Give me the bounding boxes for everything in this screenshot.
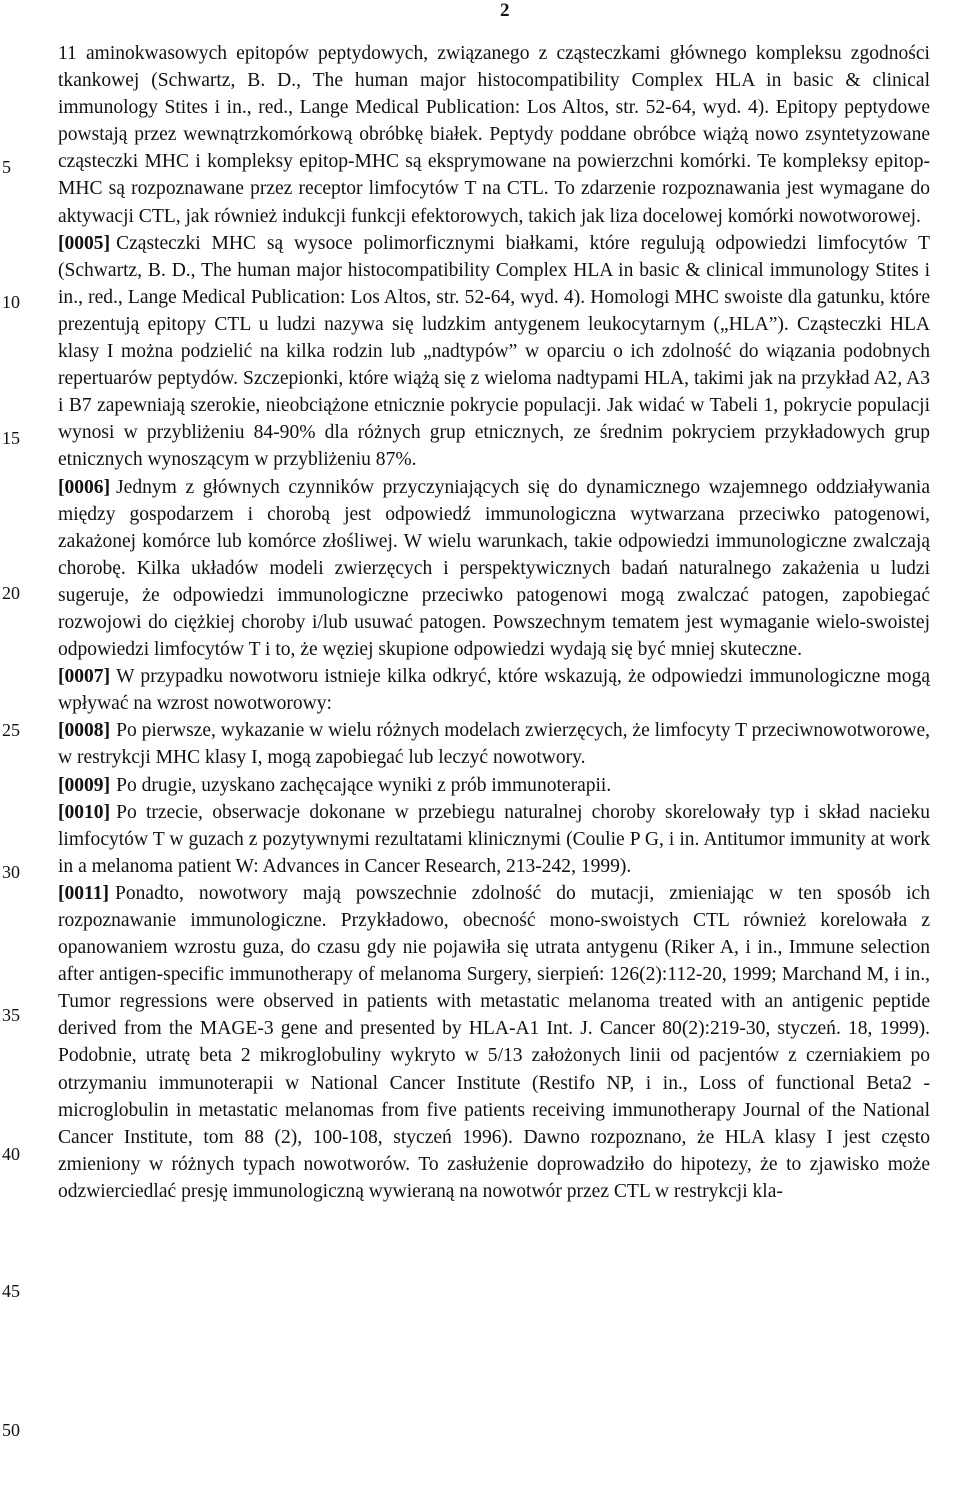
paragraph-number: [0005] bbox=[58, 232, 111, 254]
line-number: 50 bbox=[2, 1420, 20, 1440]
paragraph-0010 bbox=[58, 799, 930, 880]
paragraph-text: Po trzecie, obserwacje dokonane w przebiegu naturalnej choroby skorelowały typ i skład nacieku limfocytów T w guzach z pozytywnymi rezultatami klinicznymi (Coulie P G, i in. Antitumor immunity at work in a melanoma patient W: Advances in Cancer Research, 213-242, 1999). bbox=[58, 801, 930, 877]
paragraph-0009 bbox=[58, 772, 930, 799]
paragraph-0008 bbox=[58, 717, 930, 771]
line-number: 45 bbox=[2, 1281, 20, 1301]
page-number: 2 bbox=[500, 0, 510, 21]
paragraph-0011 bbox=[58, 880, 930, 1205]
line-number: 25 bbox=[2, 720, 20, 740]
paragraph-text: Po pierwsze, wykazanie w wielu różnych modelach zwierzęcych, że limfocyty T przeciwnowotworowe, w restrykcji MHC klasy I, mogą zapobiegać lub leczyć nowotwory. bbox=[58, 720, 930, 769]
paragraph-continued bbox=[58, 40, 930, 230]
paragraph-text: Ponadto, nowotwory mają powszechnie zdolność do mutacji, zmieniając w ten sposób ich rozpoznawanie immunologiczne. Przykładowo, obecność mono-swoistych CTL również korelowała z opanowaniem wzrostu guza, do czasu gdy nie pojawiła się utrata antygenu (Riker A, i in., Immune selection after antigen-specific immunotherapy of melanoma Surgery, sierpień: 126(2):112-20, 1999; Marchand M, i in., Tumor regressions were observed in patients with metastatic melanoma treated with an antigenic peptide derived from the MAGE-3 gene and presented by HLA-A1 Int. J. Cancer 80(2):219-30, styczeń. 18, 1999). Podobnie, utratę beta 2 mikroglobuliny wykryto w 5/13 założonych linii od pacjentów z czerniakiem po otrzymaniu immunoterapii w National Cancer Institute (Restifo NP, i in., Loss of functional Beta2 - microglobulin in metastatic melanomas from five patients receiving immunotherapy Journal of the National Cancer Institute, tom 88 (2), 100-108, styczeń 1996). Dawno rozpoznano, że HLA klasy I jest często zmieniony w różnych typach nowotworów. To zasłużenie doprowadziło do hipotezy, że to zjawisko może odzwierciedlać presję immunologiczną wywieraną na nowotwór przez CTL w restrykcji kla- bbox=[58, 882, 930, 1202]
line-number: 20 bbox=[2, 583, 20, 603]
paragraph-number: [0007] bbox=[58, 666, 111, 688]
paragraph-text: Po drugie, uzyskano zachęcające wyniki z prób immunoterapii. bbox=[116, 774, 612, 796]
line-number: 10 bbox=[2, 292, 20, 312]
document-body bbox=[58, 40, 930, 1205]
paragraph-number: [0006] bbox=[58, 476, 111, 498]
paragraph-number: [0010] bbox=[58, 801, 111, 823]
paragraph-text: Cząsteczki MHC są wysoce polimorficznymi białkami, które regulują odpowiedzi limfocytów T (Schwartz, B. D., The human major histocompatibility Complex HLA in basic & clinical immunology Stites i in., red., Lange Medical Publication: Los Altos, str. 52-64, wyd. 4). Homologi MHC swoiste dla gatunku, które prezentują epitopy CTL u ludzi nazywa się ludzkim antygenem leukocytarnym („HLA”). Cząsteczki HLA klasy I można podzielić na kilka rodzin lub „nadtypów” w oparciu o ich zdolność do wiązania podobnych repertuarów peptydów. Szczepionki, które wiążą się z wieloma nadtypami HLA, takimi jak na przykład A2, A3 i B7 zapewniają szerokie, nieobciążone etnicznie pokrycie populacji. Jak widać w Tabeli 1, pokrycie populacji wynosi w przybliżeniu 84-90% dla różnych grup etnicznych, ze średnim pokryciem przykładowych grup etnicznych wynoszącym w przybliżeniu 87%. bbox=[58, 232, 930, 471]
line-number: 30 bbox=[2, 862, 20, 882]
paragraph-text: Jednym z głównych czynników przyczyniających się do dynamicznego wzajemnego oddziaływania między gospodarzem i chorobą jest odpowiedź immunologiczna wytwarzana przeciwko patogenowi, zakażonej komórce lub komórce złośliwej. W wielu warunkach, takie odpowiedzi immunologiczne zwalczają chorobę. Kilka układów modeli zwierzęcych i perspektywicznych badań naturalnego zakażenia u ludzi sugeruje, że odpowiedzi immunologiczne przeciwko patogenowi mogą zwalczać patogen, zapobiegać rozwojowi do ciężkiej choroby i/lub usuwać patogen. Powszechnym tematem jest wymaganie wielo-swoistej odpowiedzi limfocytów T i to, że węziej skupione odpowiedzi wydają się być mniej skuteczne. bbox=[58, 476, 930, 661]
paragraph-0005 bbox=[58, 230, 930, 474]
paragraph-0007 bbox=[58, 663, 930, 717]
paragraph-text: W przypadku nowotworu istnieje kilka odkryć, które wskazują, że odpowiedzi immunologiczne mogą wpływać na wzrost nowotworowy: bbox=[58, 666, 930, 715]
line-number: 35 bbox=[2, 1005, 20, 1025]
paragraph-number: [0008] bbox=[58, 720, 111, 742]
paragraph-text: 11 aminokwasowych epitopów peptydowych, związanego z cząsteczkami głównego kompleksu zgodności tkankowej (Schwartz, B. D., The human major histocompatibility Complex HLA in basic & clinical immunology Stites i in., red., Lange Medical Publication: Los Altos, str. 52-64, wyd. 4). Epitopy peptydowe powstają przez wewnątrzkomórkową obróbkę białek. Peptydy poddane obróbce wiążą nowo zsyntetyzowane cząsteczki MHC i kompleksy epitop-MHC są eksprymowane na powierzchni komórki. Te kompleksy epitop-MHC są rozpoznawane przez receptor limfocytów T na CTL. To zdarzenie rozpoznawania jest wymagane do aktywacji CTL, jak również indukcji funkcji efektorowych, takich jak liza docelowej komórki nowotworowej. bbox=[58, 43, 930, 227]
line-number-column bbox=[0, 0, 40, 1511]
line-number: 40 bbox=[2, 1144, 20, 1164]
line-number: 5 bbox=[2, 157, 11, 177]
paragraph-number: [0009] bbox=[58, 774, 111, 796]
paragraph-number: [0011] bbox=[58, 882, 109, 904]
line-number: 15 bbox=[2, 428, 20, 448]
paragraph-0006 bbox=[58, 474, 930, 664]
